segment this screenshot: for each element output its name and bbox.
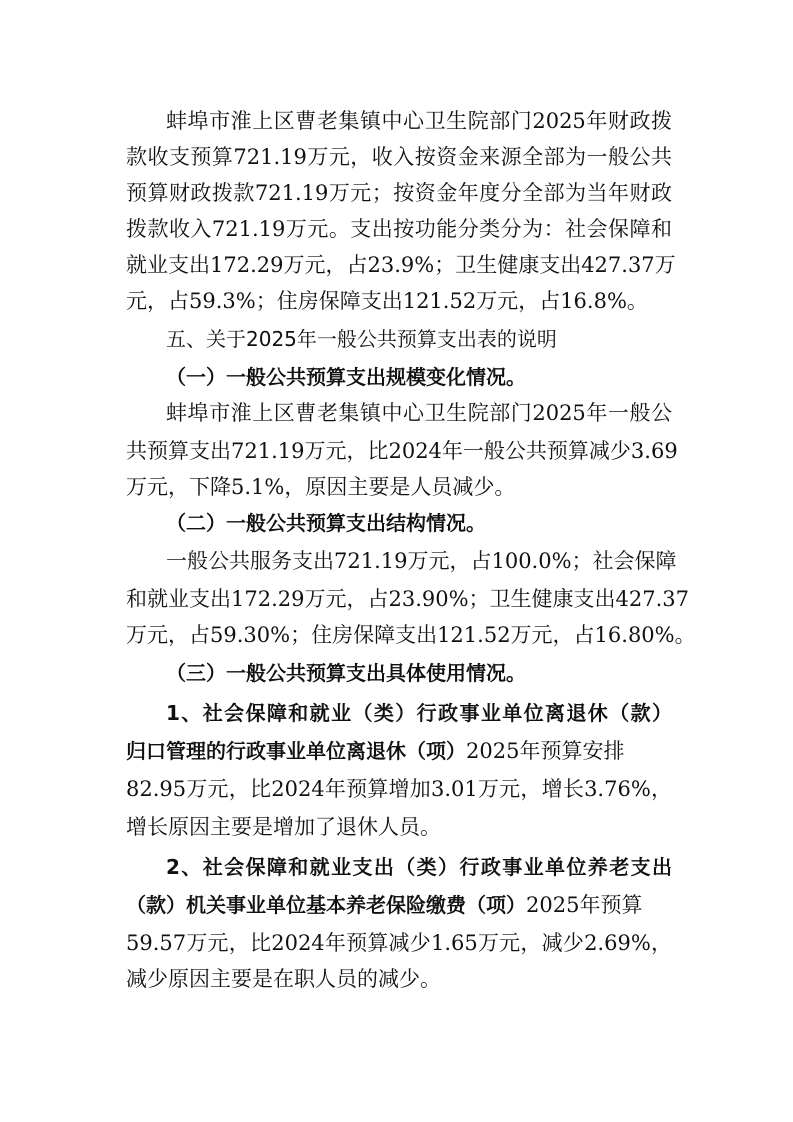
paragraph-line: 元，占59.3%；住房保障支出121.52万元，占16.8%。 <box>126 289 648 313</box>
paragraph-line: 和就业支出172.29万元，占23.90%；卫生健康支出427.37 <box>126 587 690 611</box>
item-text: 2025年预算安排 <box>466 739 625 763</box>
item-bold-text: （款）机关事业单位基本养老保险缴费（项） <box>126 893 526 917</box>
paragraph-line: 预算财政拨款721.19万元；按资金年度分全部为当年财政 <box>126 181 672 205</box>
paragraph-line: 减少原因主要是在职人员的减少。 <box>126 967 441 991</box>
paragraph-line: 万元，下降5.1%，原因主要是人员减少。 <box>126 475 516 499</box>
item-line <box>126 890 672 920</box>
subsection-heading: （一）一般公共预算支出规模变化情况。 <box>166 365 526 389</box>
item-bold-text: 归口管理的行政事业单位离退休（项） <box>126 739 466 763</box>
paragraph-line: 就业支出172.29万元，占23.9%；卫生健康支出427.37万 <box>126 253 676 277</box>
paragraph-line: 共预算支出721.19万元，比2024年一般公共预算减少3.69 <box>126 439 678 463</box>
paragraph-line: 一般公共服务支出721.19万元，占100.0%；社会保障 <box>166 549 677 573</box>
subsection-heading: （二）一般公共预算支出结构情况。 <box>166 511 486 535</box>
item-heading-line: 2、社会保障和就业支出（类）行政事业单位养老支出 <box>166 855 672 879</box>
paragraph-line: 款收支预算721.19万元，收入按资金来源全部为一般公共 <box>126 145 672 169</box>
paragraph-line: 蚌埠市淮上区曹老集镇中心卫生院部门2025年一般公 <box>166 401 672 425</box>
item-text: 2025年预算 <box>526 893 643 917</box>
paragraph-line: 万元，占59.30%；住房保障支出121.52万元，占16.80%。 <box>126 623 696 647</box>
item-heading-line: 1、社会保障和就业（类）行政事业单位离退休（款） <box>166 701 672 725</box>
subsection-heading: （三）一般公共预算支出具体使用情况。 <box>166 661 526 685</box>
section-heading: 五、关于2025年一般公共预算支出表的说明 <box>166 327 557 351</box>
paragraph-line: 蚌埠市淮上区曹老集镇中心卫生院部门2025年财政拨 <box>166 109 672 133</box>
paragraph-line: 82.95万元，比2024年预算增加3.01万元，增长3.76%， <box>126 777 672 801</box>
item-line <box>126 736 672 766</box>
paragraph-line: 增长原因主要是增加了退休人员。 <box>126 815 441 839</box>
paragraph-line: 59.57万元，比2024年预算减少1.65万元，减少2.69%， <box>126 931 672 955</box>
paragraph-line: 拨款收入721.19万元。支出按功能分类分为：社会保障和 <box>126 217 672 241</box>
